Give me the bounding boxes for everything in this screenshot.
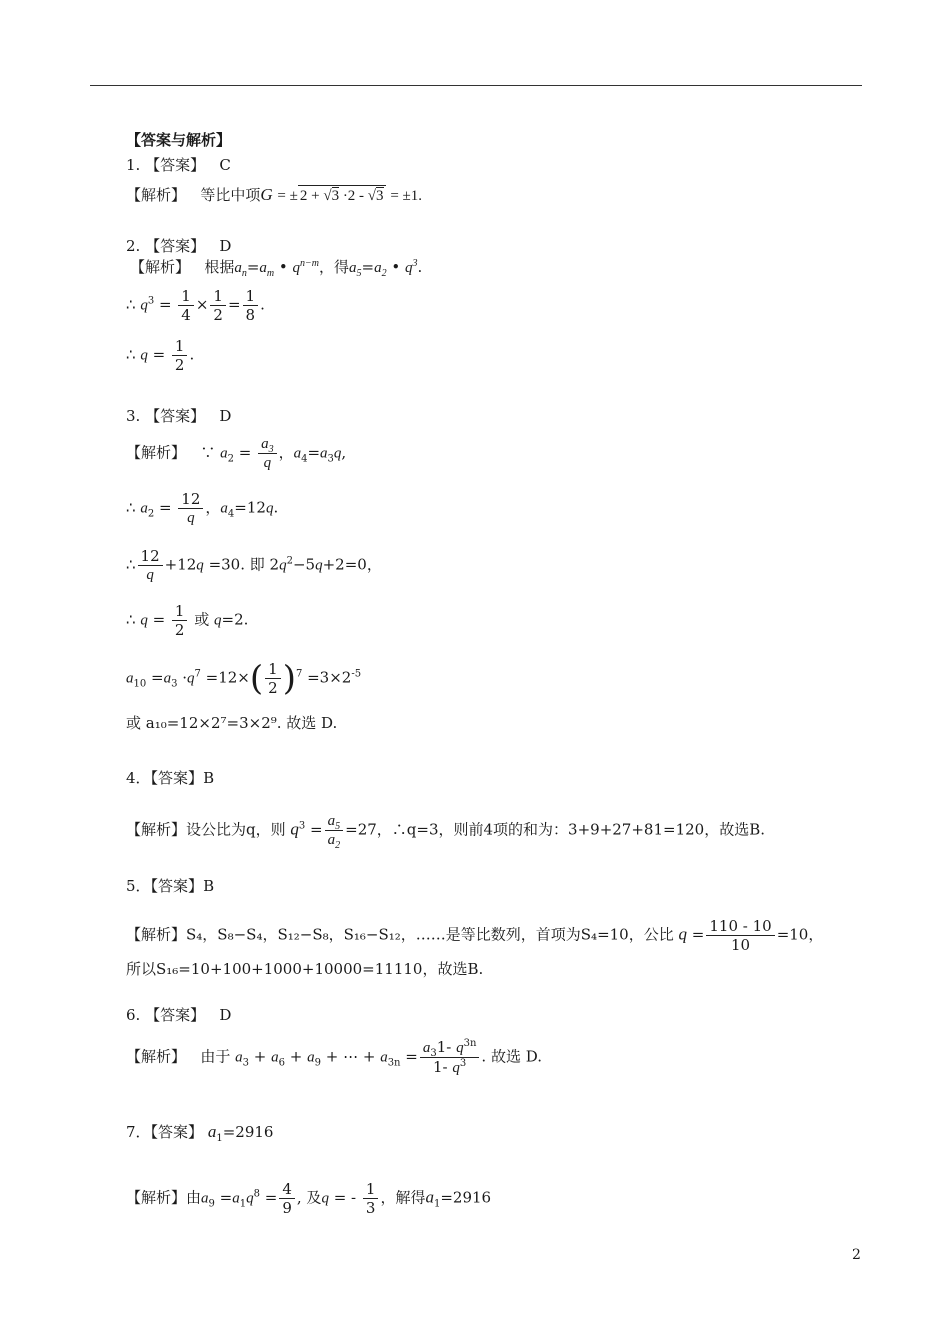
item-2-analysis: 【解析】 根据$a_n=a_m$ • $q^{n-m}$，得$a_5=a_2$ • $q^3$.: [130, 258, 423, 279]
header-rule: [90, 85, 862, 86]
item-2-step-1: ∴ $q^3$ = $\frac{1}{4}$ × $\frac{1}{2}$ = $\frac{1}{8}$ .: [126, 287, 265, 324]
item-3-step-1: ∴ $a_2$ = $\frac{12}{q}$ ，$a_4=12q$.: [126, 490, 279, 526]
item-3-step-4: $a_{10} =a_3 \cdot q^7 =12\times$( $\frac{1}{2}$ )$^7 =3\times 2^{-5}$: [126, 658, 362, 699]
item-3-answer: 3. 【答案】 D: [126, 407, 232, 425]
item-3-analysis: 【解析】 ∵ $a_2$ = $\frac{a_3}{q}$ ，$a_4=a_3q$,: [126, 436, 347, 471]
item-3-step-2: ∴ $\frac{12}{q}$ +12q =30. 即 $2q^2-5q+2=0$，: [126, 547, 382, 583]
item-2-answer: 2. 【答案】 D: [126, 237, 232, 255]
item-1-answer: 1. 【答案】 C: [126, 156, 231, 174]
item-2-step-2: ∴ q = $\frac{1}{2}$ .: [126, 337, 195, 374]
item-6-answer: 6. 【答案】 D: [126, 1006, 232, 1024]
item-7-answer: 7．【答案】 $a_1=2916$: [126, 1122, 274, 1144]
item-5-analysis: 【解析】S₄，S₈−S₄，S₁₂−S₈，S₁₆−S₁₂，……是等比数列，首项为S₄=10，公比 q = $\frac{110 - 10}{10}$ =10，: [126, 917, 824, 954]
item-5-conclusion: 所以S₁₆=10+100+1000+10000=11110，故选B.: [126, 960, 484, 978]
item-6-analysis: 【解析】 由于 $a_3 + a_6 + a_9$ + ⋯ + $a_{3n}$ = $\frac{a_31- q^{3n}}{1- q^3}$ . 故选 D.: [126, 1038, 542, 1076]
item-5-answer: 5．【答案】B: [126, 877, 215, 895]
item-7-analysis: 【解析】由$a_9 =a_1q^8$ = $\frac{4}{9}$ , 及q = - $\frac{1}{3}$ ，解得$a_1=2916$: [126, 1180, 492, 1217]
section-title: 【答案与解析】: [126, 131, 232, 149]
item-3-step-3: ∴ q = $\frac{1}{2}$ 或 q=2.: [126, 602, 249, 639]
item-4-answer: 4．【答案】B: [126, 769, 215, 787]
page-number: 2: [852, 1247, 861, 1263]
item-1-analysis: 【解析】 等比中项G = ± 2 + √3 ·2 - √3 = ±1.: [126, 185, 423, 204]
item-4-analysis: 【解析】设公比为q，则 $q^3$ = $\frac{a_5}{a_2}$ =27，∴q=3，则前4项的和为：3+9+27+81=120，故选B.: [126, 813, 765, 851]
item-3-step-5: 或 a₁₀=12×2⁷=3×2⁹. 故选 D.: [126, 714, 338, 732]
